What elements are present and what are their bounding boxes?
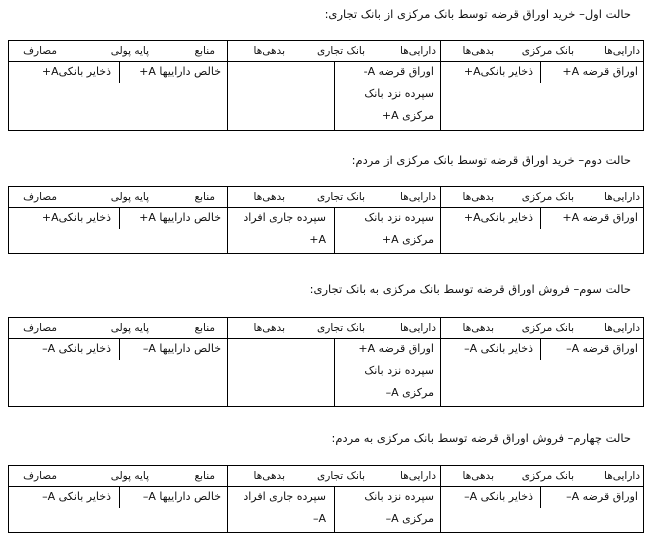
t-account-table [8,465,644,533]
cb-liabilities-entry: ذخایر بانکی A– [464,490,533,503]
mb-title: پایه پولی [110,322,149,334]
cb-liabilities-entry: ذخایر بانکیA+ [463,65,533,78]
cb-liabilities-header: بدهی‌ها [462,322,494,334]
cb-assets-entry: اوراق قرضه A– [566,490,638,503]
bank-assets-header: دارایی‌ها [400,322,436,334]
cb-title: بانک مرکزی [521,191,574,203]
cb-title: بانک مرکزی [521,322,574,334]
bank-assets-entry: اوراق قرضه A+ [358,342,434,355]
bank-title: بانک تجاری [317,322,365,334]
mb-uses-header: مصارف [23,322,57,334]
mb-uses-entry: ذخایر بانکی A– [42,490,111,503]
cb-liabilities-entry: ذخایر بانکیA+ [463,211,533,224]
cb-assets-header: دارایی‌ها [604,191,640,203]
mb-uses-entry: ذخایر بانکیA+ [41,65,111,78]
mb-sources-header: منابع [194,470,215,482]
cb-assets-header: دارایی‌ها [604,322,640,334]
cb-title: بانک مرکزی [521,45,574,57]
bank-assets-entry: اوراق قرضه A- [363,65,434,78]
case-title: حالت اول– خرید اوراق قرضه توسط بانک مرکزی از بانک تجاری: [324,7,631,21]
mb-uses-header: مصارف [23,191,57,203]
cb-assets-entry: اوراق قرضه A+ [562,65,638,78]
central-bank-panel [439,41,644,130]
cb-assets-entry: اوراق قرضه A+ [562,211,638,224]
t-account-table [8,317,644,407]
central-bank-panel [439,466,644,532]
bank-assets-entry: سپرده نزد بانک مرکزی A+ [364,87,434,122]
cb-assets-header: دارایی‌ها [604,470,640,482]
mb-sources-entry: خالص داراییها A+ [139,65,221,78]
central-bank-panel [439,318,644,406]
bank-title: بانک تجاری [317,470,365,482]
bank-liabilities-entry: سپرده جاری افراد A+ [243,211,326,246]
mb-sources-entry: خالص داراییها A+ [139,211,221,224]
commercial-bank-panel [227,318,441,406]
cb-assets-header: دارایی‌ها [604,45,640,57]
cb-assets-entry: اوراق قرضه A– [566,342,638,355]
bank-liabilities-header: بدهی‌ها [253,322,285,334]
bank-assets-header: دارایی‌ها [400,45,436,57]
monetary-base-panel [9,187,227,253]
bank-assets-header: دارایی‌ها [400,191,436,203]
mb-title: پایه پولی [110,191,149,203]
cb-title: بانک مرکزی [521,470,574,482]
mb-sources-header: منابع [194,45,215,57]
mb-uses-header: مصارف [23,45,57,57]
bank-liabilities-header: بدهی‌ها [253,191,285,203]
mb-sources-entry: خالص داراییها A– [142,342,221,355]
bank-assets-entry: سپرده نزد بانک مرکزی A+ [364,211,434,246]
cb-liabilities-header: بدهی‌ها [462,191,494,203]
t-account-table [8,40,644,131]
mb-uses-header: مصارف [23,470,57,482]
mb-sources-header: منابع [194,322,215,334]
monetary-base-panel [9,318,227,406]
bank-title: بانک تجاری [317,45,365,57]
mb-uses-entry: ذخایر بانکیA+ [41,211,111,224]
central-bank-panel [439,187,644,253]
commercial-bank-panel [227,466,441,532]
monetary-base-panel [9,466,227,532]
mb-sources-entry: خالص داراییها A– [142,490,221,503]
bank-assets-entry: سپرده نزد بانک مرکزی A– [364,364,434,399]
monetary-base-panel [9,41,227,130]
bank-assets-entry: سپرده نزد بانک مرکزی A– [364,490,434,525]
bank-assets-header: دارایی‌ها [400,470,436,482]
cb-liabilities-header: بدهی‌ها [462,45,494,57]
case-title: حالت دوم– خرید اوراق قرضه توسط بانک مرکزی از مردم: [351,153,631,167]
bank-liabilities-header: بدهی‌ها [253,470,285,482]
case-title: حالت سوم– فروش اوراق قرضه توسط بانک مرکزی به بانک تجاری: [309,282,631,296]
commercial-bank-panel [227,41,441,130]
cb-liabilities-header: بدهی‌ها [462,470,494,482]
commercial-bank-panel [227,187,441,253]
bank-title: بانک تجاری [317,191,365,203]
mb-uses-entry: ذخایر بانکی A– [42,342,111,355]
bank-liabilities-entry: سپرده جاری افراد A– [243,490,326,525]
bank-liabilities-header: بدهی‌ها [253,45,285,57]
mb-sources-header: منابع [194,191,215,203]
mb-title: پایه پولی [110,45,149,57]
cb-liabilities-entry: ذخایر بانکی A– [464,342,533,355]
t-account-table [8,186,644,254]
mb-title: پایه پولی [110,470,149,482]
case-title: حالت چهارم– فروش اوراق قرضه توسط بانک مرکزی به مردم: [331,431,631,445]
